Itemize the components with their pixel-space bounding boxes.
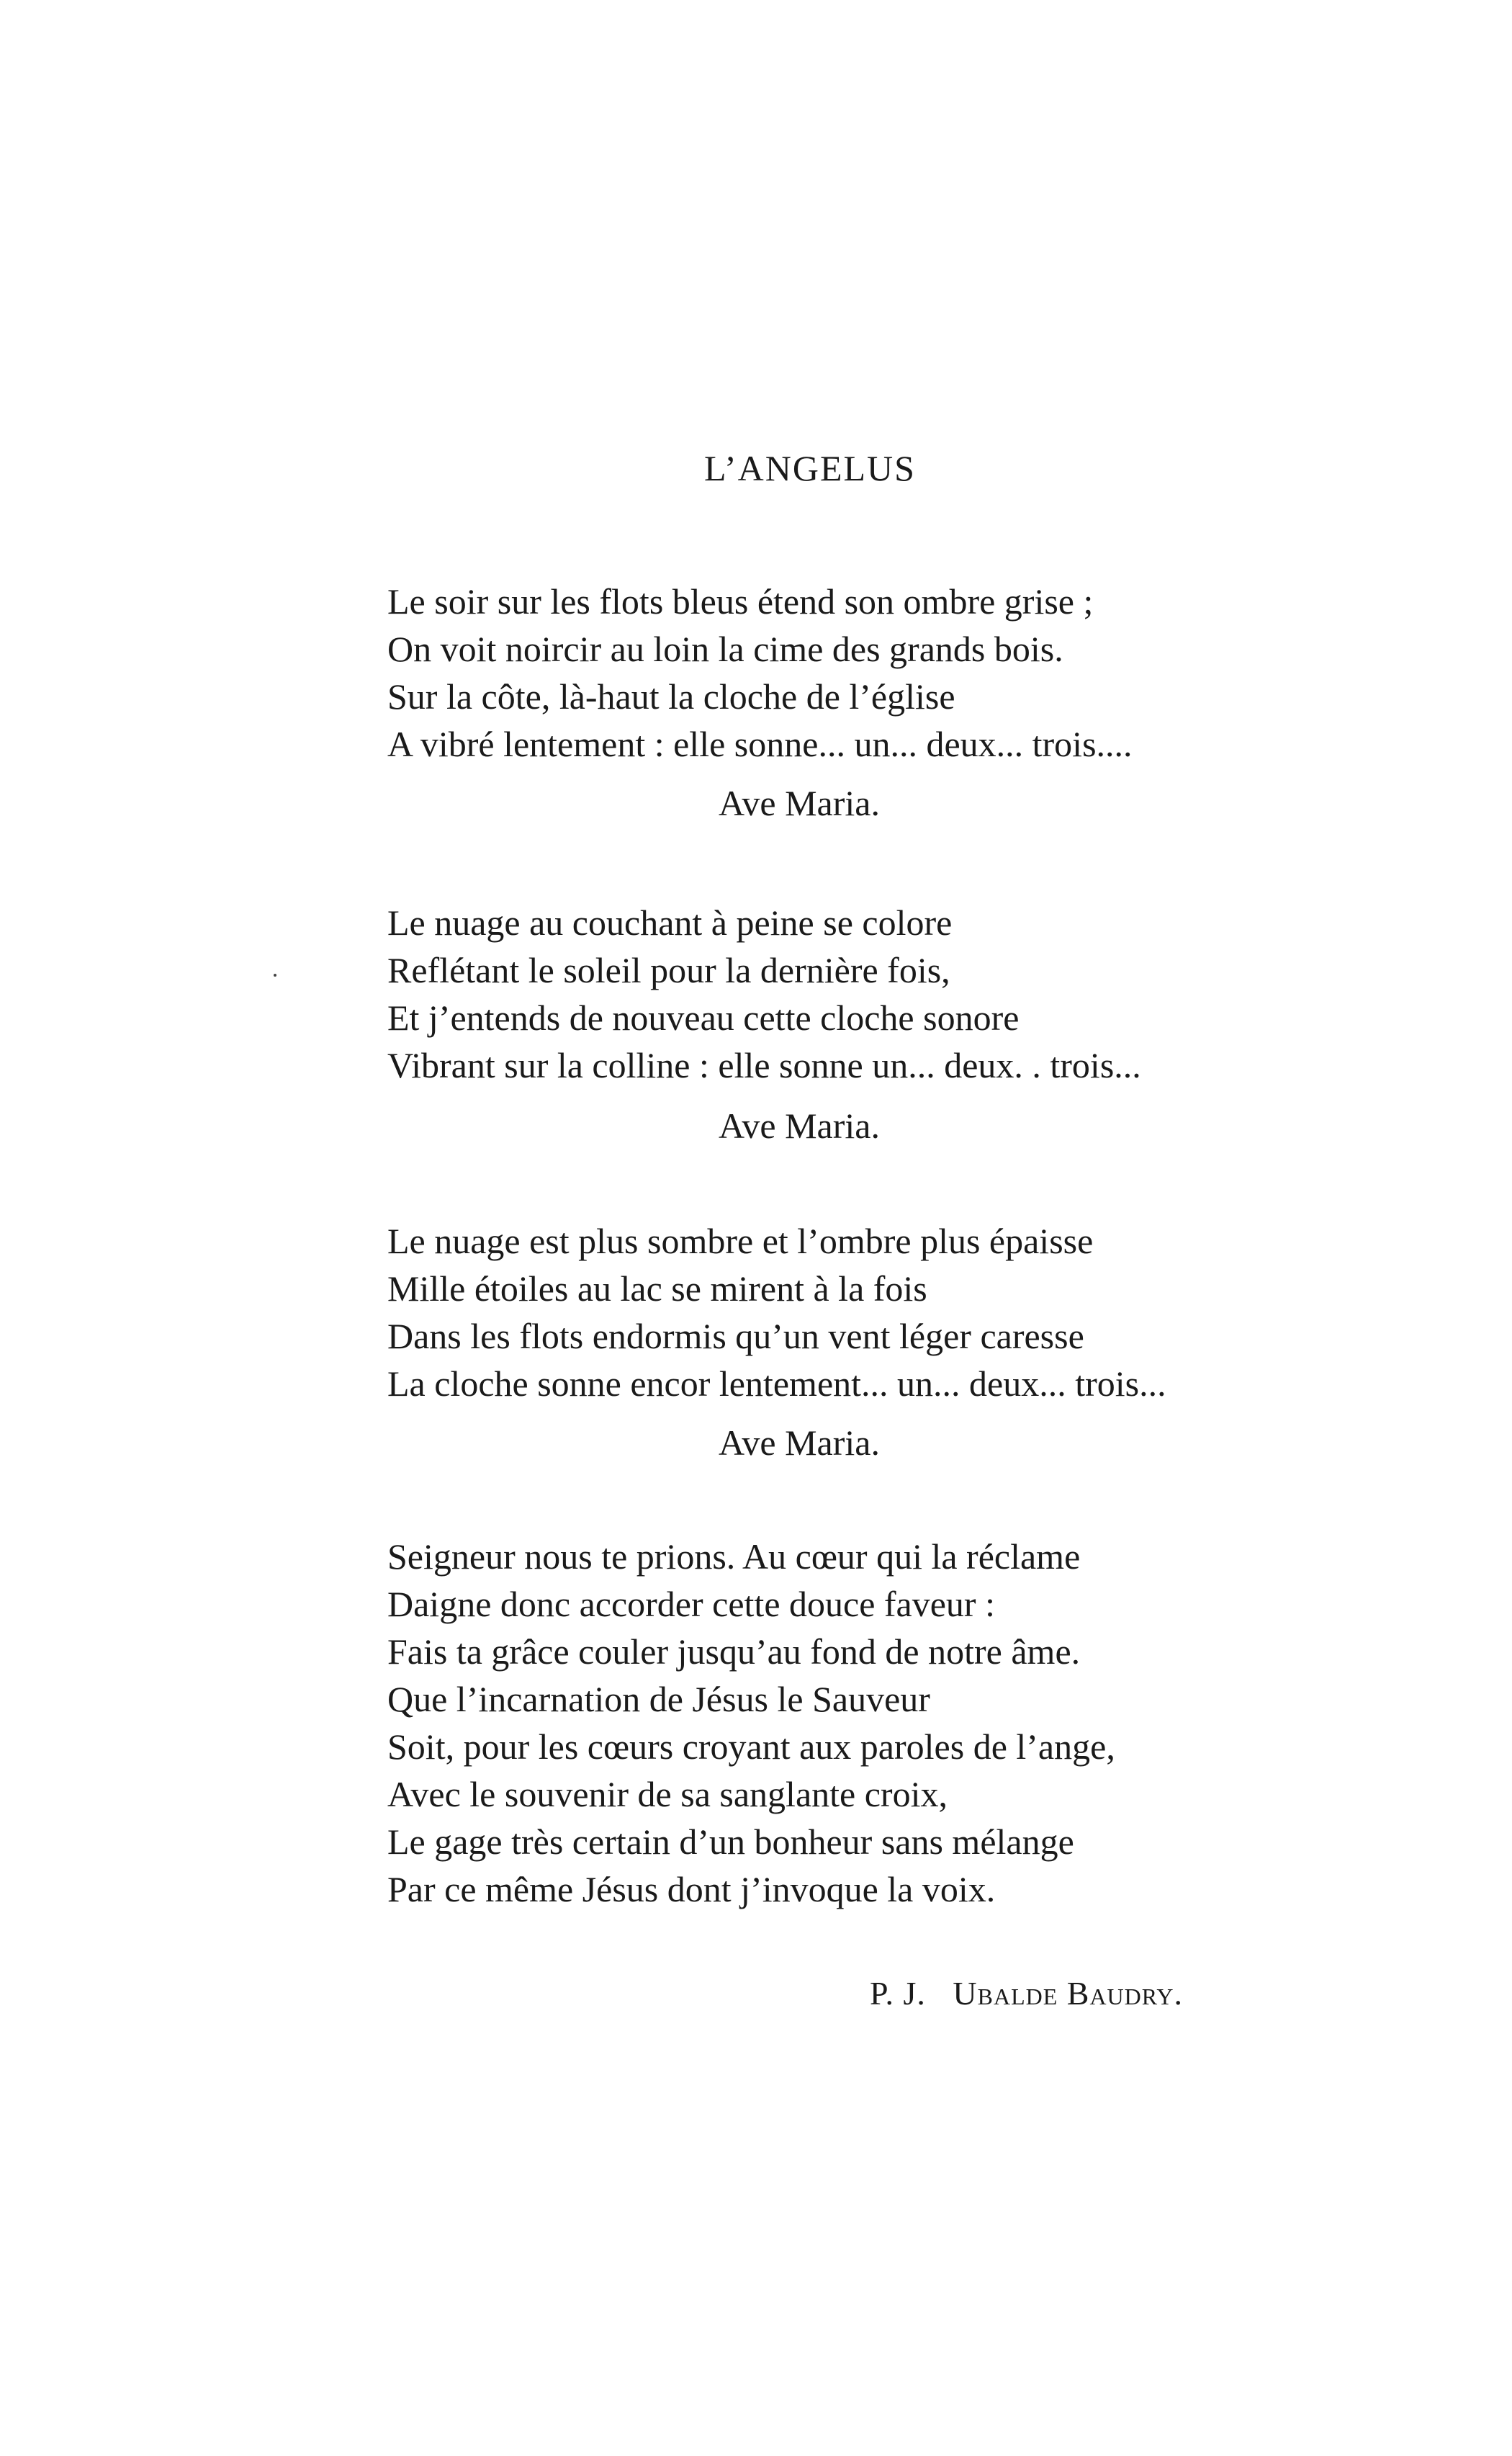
verse-line: Le nuage au couchant à peine se colore: [387, 902, 953, 943]
verse-line: Sur la côte, là-haut la cloche de l’église: [387, 676, 955, 717]
verse-line: Soit, pour les cœurs croyant aux paroles de l’ange,: [387, 1726, 1115, 1767]
verse-line: Avec le souvenir de sa sanglante croix,: [387, 1774, 948, 1814]
verse-line: Reflétant le soleil pour la dernière fois,: [387, 950, 950, 990]
refrain: Ave Maria.: [719, 1422, 880, 1463]
verse-line: A vibré lentement : elle sonne... un... deux... trois....: [387, 724, 1133, 764]
author-name: Ubalde Baudry.: [953, 1975, 1183, 2012]
verse-line: Et j’entends de nouveau cette cloche sonore: [387, 998, 1020, 1038]
author-signature: [870, 1970, 1183, 2017]
refrain: Ave Maria.: [719, 1106, 880, 1146]
verse-line: Dans les flots endormis qu’un vent léger caresse: [387, 1316, 1084, 1356]
verse-line: Que l’incarnation de Jésus le Sauveur: [387, 1679, 930, 1719]
verse-line: Fais ta grâce couler jusqu’au fond de notre âme.: [387, 1631, 1081, 1672]
author-initials: P. J.: [870, 1975, 926, 2012]
verse-line: Le soir sur les flots bleus étend son ombre grise ;: [387, 581, 1094, 622]
verse-line: Le gage très certain d’un bonheur sans mélange: [387, 1821, 1074, 1862]
poem-title: L’ANGELUS: [704, 448, 916, 488]
verse-line: Le nuage est plus sombre et l’ombre plus épaisse: [387, 1221, 1094, 1261]
verse-line: Daigne donc accorder cette douce faveur :: [387, 1584, 995, 1624]
verse-line: Vibrant sur la colline : elle sonne un... deux. . trois...: [387, 1045, 1141, 1085]
refrain: Ave Maria.: [719, 783, 880, 823]
verse-line: Mille étoiles au lac se mirent à la fois: [387, 1268, 927, 1309]
print-speck: [274, 974, 276, 977]
verse-line: On voit noircir au loin la cime des grands bois.: [387, 629, 1063, 669]
verse-line: Par ce même Jésus dont j’invoque la voix.: [387, 1869, 996, 1909]
verse-line: La cloche sonne encor lentement... un... deux... trois...: [387, 1363, 1166, 1404]
verse-line: Seigneur nous te prions. Au cœur qui la réclame: [387, 1536, 1081, 1577]
